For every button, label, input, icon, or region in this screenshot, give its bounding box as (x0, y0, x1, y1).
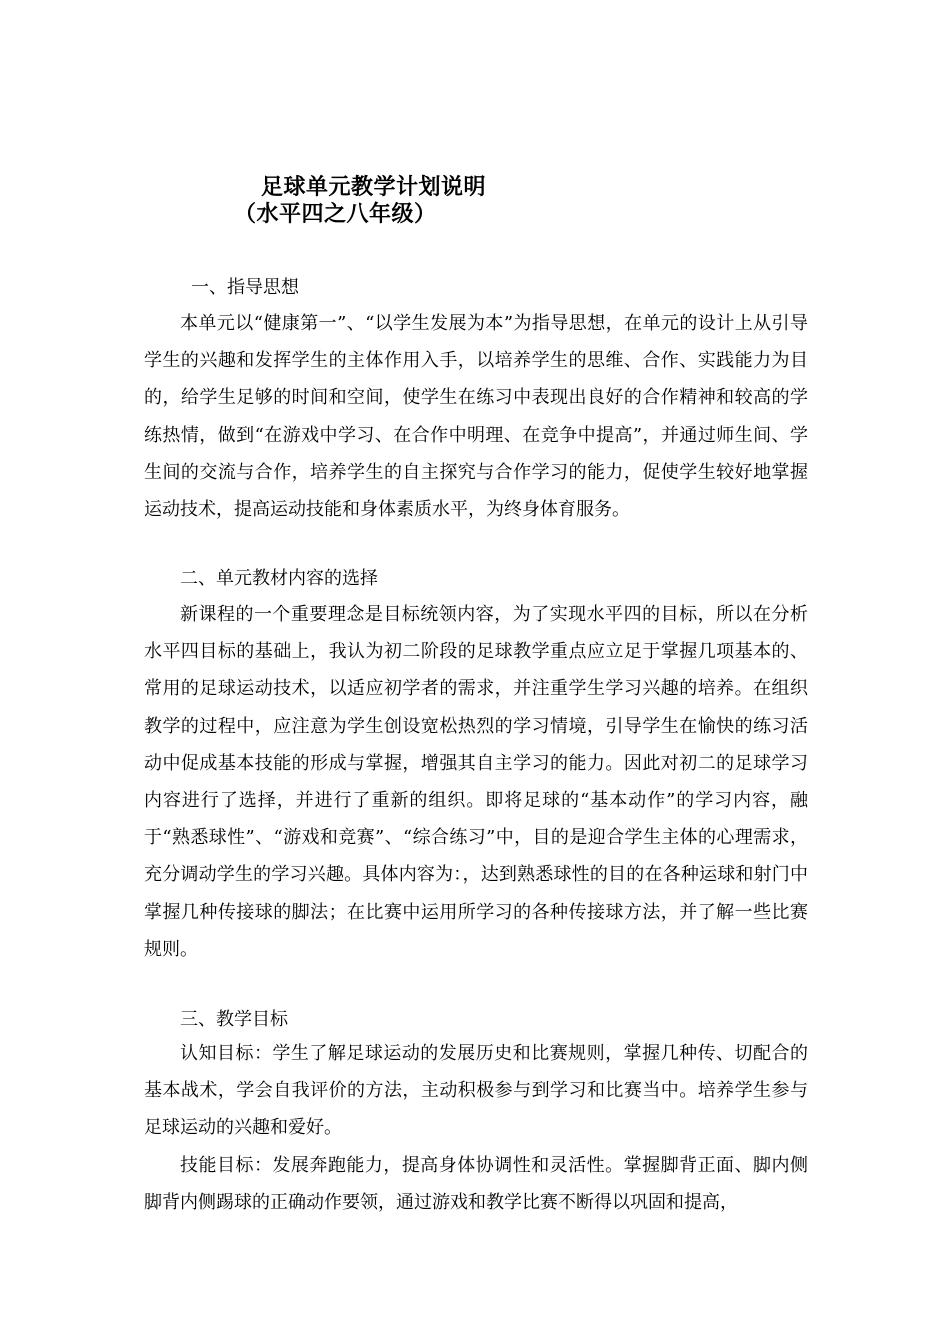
section-paragraph-skill-goal: 技能目标：发展奔跑能力，提高身体协调性和灵活性。掌握脚背正面、脚内侧脚背内侧踢球的正确动作要领，通过游戏和教学比赛不断得以巩固和提高， (144, 1155, 808, 1214)
section-paragraph-cognitive-goal: 认知目标：学生了解足球运动的发展历史和比赛规则，掌握几种传、切配合的基本战术，学会自我评价的方法，主动积极参与到学习和比赛当中。培养学生参与足球运动的兴趣和爱好。 (144, 1043, 808, 1139)
section-heading-content-selection: 二、单元教材内容的选择 (180, 568, 378, 589)
document-subtitle: （水平四之八年级） (234, 201, 437, 227)
section-heading-guiding-ideology: 一、指导思想 (191, 277, 299, 298)
section-paragraph: 本单元以“健康第一”、“以学生发展为本”为指导思想，在单元的设计上从引导学生的兴趣和发挥学生的主体作用入手，以培养学生的思维、合作、实践能力为目的，给学生足够的时间和空间，使学生在练习中表现出良好的合作精神和较高的学练热情，做到“在游戏中学习、在合作中明理、在竞争中提高”，并通过师生间、学生间的交流与合作，培养学生的自主探究与合作学习的能力，促使学生较好地掌握运动技术，提高运动技能和身体素质水平，为终身体育服务。 (144, 313, 808, 521)
section-paragraph: 新课程的一个重要理念是目标统领内容，为了实现水平四的目标，所以在分析水平四目标的基础上，我认为初二阶段的足球教学重点应立足于掌握几项基本的、常用的足球运动技术，以适应初学者的需求，并注重学生学习兴趣的培养。在组织教学的过程中，应注意为学生创设宽松热烈的学习情境，引导学生在愉快的练习活动中促成基本技能的形成与掌握，增强其自主学习的能力。因此对初二的足球学习内容进行了选择，并进行了重新的组织。即将足球的“基本动作”的学习内容，融于“熟悉球性”、“游戏和竞赛”、“综合练习”中，目的是迎合学生主体的心理需求，充分调动学生的学习兴趣。具体内容为：，达到熟悉球性的目的在各种运球和射门中掌握几种传接球的脚法；在比赛中运用所学习的各种传接球方法，并了解一些比赛规则。 (144, 604, 808, 960)
document-title: 足球单元教学计划说明 (261, 174, 487, 200)
section-heading-teaching-goals: 三、教学目标 (180, 1009, 288, 1030)
